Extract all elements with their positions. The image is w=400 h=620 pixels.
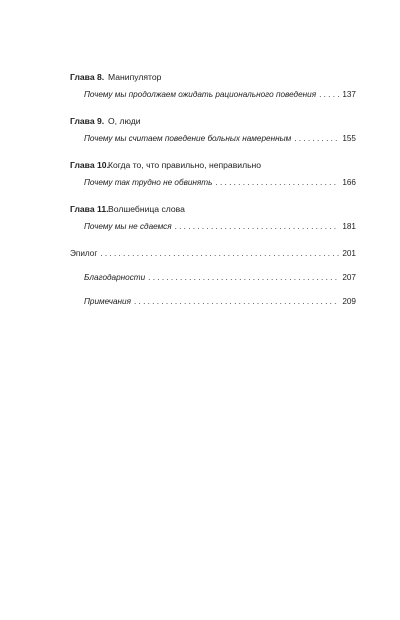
toc-entry[interactable]	[70, 88, 356, 101]
entry-text: Благодарности	[84, 273, 146, 282]
chapter-8	[70, 71, 356, 101]
chapter-number: Глава 9.	[70, 116, 105, 126]
dot-leader	[148, 271, 339, 284]
entry-text: Эпилог	[70, 249, 98, 258]
chapter-heading	[70, 115, 356, 128]
back-matter	[70, 247, 356, 308]
entry-text: Почему мы считаем поведение больных намеренным	[84, 134, 292, 143]
page-number: 166	[342, 178, 356, 187]
chapter-title: Когда то, что правильно, неправильно	[108, 160, 262, 170]
table-of-contents	[70, 71, 356, 319]
toc-entry-acknowledgements[interactable]	[70, 271, 356, 284]
page-number: 155	[342, 134, 356, 143]
chapter-heading	[70, 71, 356, 84]
chapter-11	[70, 203, 356, 233]
toc-entry[interactable]	[70, 220, 356, 233]
chapter-title: О, люди	[108, 116, 141, 126]
page-number: 201	[342, 249, 356, 258]
toc-entry-epilogue[interactable]	[70, 247, 356, 260]
dot-leader	[319, 88, 339, 101]
chapter-9	[70, 115, 356, 145]
chapter-heading	[70, 203, 356, 216]
page-number: 207	[342, 273, 356, 282]
chapter-number: Глава 10.	[70, 160, 109, 170]
entry-text: Почему так трудно не обвинять	[84, 178, 213, 187]
page-number: 181	[342, 222, 356, 231]
dot-leader	[134, 295, 339, 308]
page-number: 209	[342, 297, 356, 306]
entry-text: Почему мы продолжаем ожидать рационального поведения	[84, 90, 317, 99]
chapter-title: Манипулятор	[108, 72, 162, 82]
dot-leader	[294, 132, 339, 145]
chapter-10	[70, 159, 356, 189]
chapter-number: Глава 8.	[70, 72, 105, 82]
entry-text: Примечания	[84, 297, 131, 306]
entry-text: Почему мы не сдаемся	[84, 222, 172, 231]
chapter-title: Волшебница слова	[108, 204, 185, 214]
toc-entry[interactable]	[70, 132, 356, 145]
dot-leader	[175, 220, 340, 233]
page-number: 137	[342, 90, 356, 99]
chapter-number: Глава 11.	[70, 204, 109, 214]
toc-entry[interactable]	[70, 176, 356, 189]
toc-entry-notes[interactable]	[70, 295, 356, 308]
dot-leader	[100, 247, 339, 260]
chapter-heading	[70, 159, 356, 172]
dot-leader	[215, 176, 339, 189]
